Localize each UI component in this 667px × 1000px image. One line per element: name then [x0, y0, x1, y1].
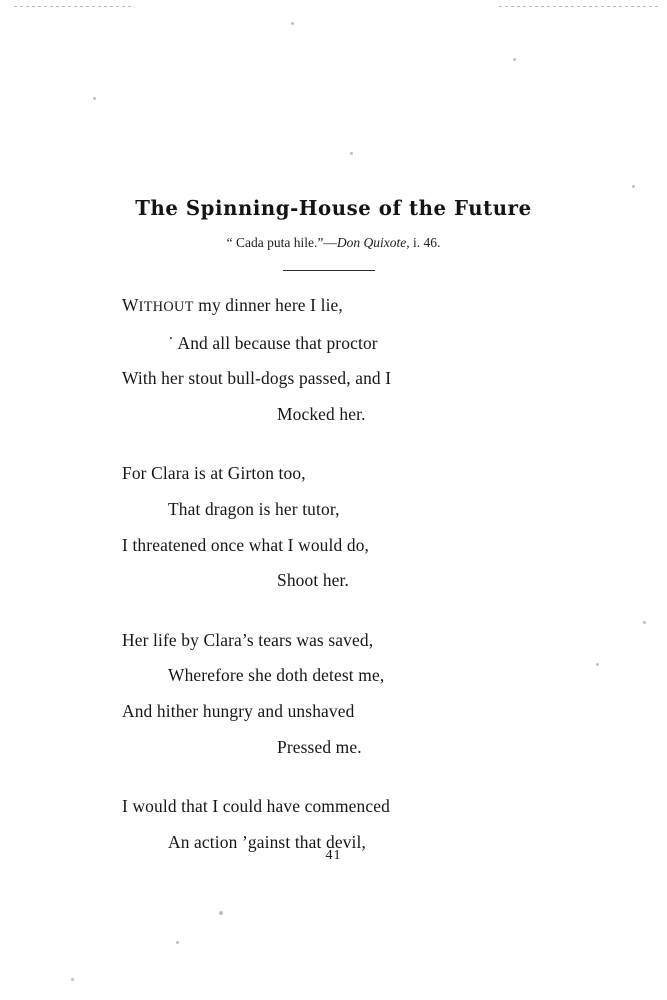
poem-line: Wherefore she doth detest me,: [168, 665, 385, 686]
stanza: [0, 623, 667, 765]
scan-speck: [93, 97, 96, 100]
poem-line: And hither hungry and unshaved: [122, 700, 355, 721]
scan-speck: [632, 185, 635, 188]
page-edge-rule-right: [499, 6, 659, 7]
poem-line: I would that I could have commenced: [122, 796, 390, 817]
stanza: [0, 456, 667, 598]
scan-speck: [219, 911, 223, 915]
scan-speck: [71, 978, 74, 981]
scan-speck: [291, 22, 294, 25]
epigraph: [0, 235, 667, 251]
poem-line: I threatened once what I would do,: [122, 534, 370, 555]
poem-line: [0, 288, 667, 326]
page-edge-rule-left: [14, 6, 134, 7]
poem-line: ˙ And all because that proctor: [168, 332, 378, 353]
ornamental-rule: [283, 270, 375, 271]
poem-line-initial: W: [122, 295, 139, 315]
epigraph-source: Don Quixote: [336, 235, 407, 250]
poem-line: Shoot her.: [277, 570, 350, 591]
epigraph-ref: , i. 46.: [406, 235, 441, 250]
scan-speck: [513, 58, 516, 61]
poem-line-text: my dinner here I lie,: [193, 295, 343, 315]
stanza: [0, 288, 667, 432]
poem-line: Her life by Clara’s tears was saved,: [122, 629, 374, 650]
poem-line: Pressed me.: [277, 736, 362, 757]
poem-body: [0, 288, 667, 884]
poem-title: The Spinning-House of the Future: [135, 196, 532, 220]
poem-line: With her stout bull-dogs passed, and I: [122, 368, 392, 389]
poem-line: That dragon is her tutor,: [168, 498, 340, 519]
poem-line: Mocked her.: [277, 403, 366, 424]
epigraph-quote: “ Cada puta hile.”—: [226, 235, 337, 250]
poem-line-smallcaps: ITHOUT: [138, 299, 194, 315]
page-number: 41: [325, 848, 342, 863]
poem-line: For Clara is at Girton too,: [122, 463, 306, 484]
scan-speck: [350, 152, 353, 155]
poem-line: An action ’gainst that devil,: [168, 831, 367, 852]
scan-speck: [176, 941, 179, 944]
